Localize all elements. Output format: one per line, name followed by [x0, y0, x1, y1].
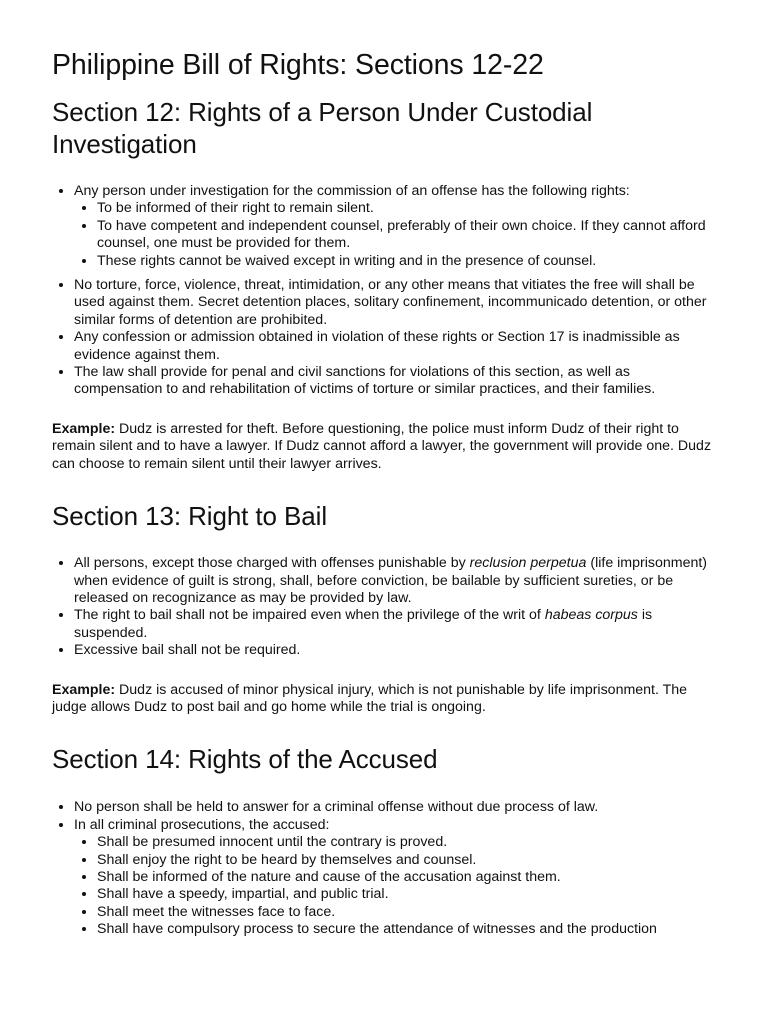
section-13-list — [52, 555, 722, 659]
sub-list-item: • To be informed of their right to remain silent. — [97, 200, 722, 217]
example-text: Dudz is accused of minor physical injury, which is not punishable by life imprisonment. The judge allows Dudz to post bail and go home while the trial is ongoing. — [52, 681, 688, 715]
list-item: • No torture, force, violence, threat, intimidation, or any other means that vitiates the free will shall be used against them. Secret detention places, solitary confinement, incommunicado detention, or other similar forms of detention are prohibited. — [74, 277, 722, 329]
sub-list-item: • Shall enjoy the right to be heard by themselves and counsel. — [97, 852, 722, 869]
sub-list-item: • Shall have a speedy, impartial, and public trial. — [97, 886, 722, 903]
example-text: Dudz is arrested for theft. Before questioning, the police must inform Dudz of their right to remain silent and to have a lawyer. If Dudz cannot afford a lawyer, the government will provide one. Dudz can choose to remain silent until their lawyer arrives. — [52, 420, 712, 472]
sub-list-item: • Shall have compulsory process to secure the attendance of witnesses and the production — [97, 921, 722, 938]
list-item-text: (life imprisonment) when evidence of guilt is strong, shall, before conviction, be bailable by sufficient sureties, or be released on recognizance as may be provided by law. — [74, 555, 708, 606]
list-item-text: Any person under investigation for the commission of an offense has the following rights: — [74, 183, 630, 199]
section-12-list — [52, 183, 722, 399]
sub-list-item: • Shall be presumed innocent until the contrary is proved. — [97, 834, 722, 851]
list-item-text: In all criminal prosecutions, the accused: — [74, 816, 330, 833]
latin-term: reclusion perpetua — [469, 555, 587, 572]
page-title: Philippine Bill of Rights: Sections 12-22 — [52, 49, 544, 81]
list-item-text: The right to bail shall not be impaired even when the privilege of the writ of — [74, 607, 545, 624]
example-label: Example: — [52, 420, 116, 437]
list-item — [74, 555, 722, 607]
list-item: • The law shall provide for penal and civil sanctions for violations of this section, as well as compensation to and rehabilitation of victims of torture or similar practices, and their families. — [74, 364, 722, 399]
sub-list-item: • These rights cannot be waived except in writing and in the presence of counsel. — [97, 253, 722, 270]
sub-list-item: • Shall be informed of the nature and cause of the accusation against them. — [97, 869, 722, 886]
list-item: • No person shall be held to answer for a criminal offense without due process of law. — [74, 799, 722, 816]
list-item-text: is suspended. — [74, 607, 653, 641]
list-item — [74, 817, 722, 939]
latin-term: habeas corpus — [544, 607, 638, 624]
list-item: • Excessive bail shall not be required. — [74, 642, 722, 659]
list-item-text: All persons, except those charged with offenses punishable by — [74, 555, 470, 572]
section-12-heading: Section 12: Rights of a Person Under Custodial Investigation — [52, 97, 593, 159]
sub-list — [74, 200, 722, 270]
section-13-example — [52, 682, 722, 717]
sub-list — [74, 834, 722, 938]
list-item: • Any confession or admission obtained in violation of these rights or Section 17 is inadmissible as evidence against them. — [74, 329, 722, 364]
section-13-heading: Section 13: Right to Bail — [52, 501, 327, 532]
sub-list-item: • To have competent and independent counsel, preferably of their own choice. If they cannot afford counsel, one must be provided for them. — [97, 218, 722, 253]
list-item — [74, 183, 722, 270]
example-label: Example: — [52, 681, 116, 698]
section-14-list — [52, 799, 722, 938]
section-14-heading: Section 14: Rights of the Accused — [52, 744, 438, 775]
list-item — [74, 607, 722, 642]
sub-list-item: • Shall meet the witnesses face to face. — [97, 904, 722, 921]
section-12-example — [52, 421, 722, 473]
document-content — [52, 46, 722, 939]
